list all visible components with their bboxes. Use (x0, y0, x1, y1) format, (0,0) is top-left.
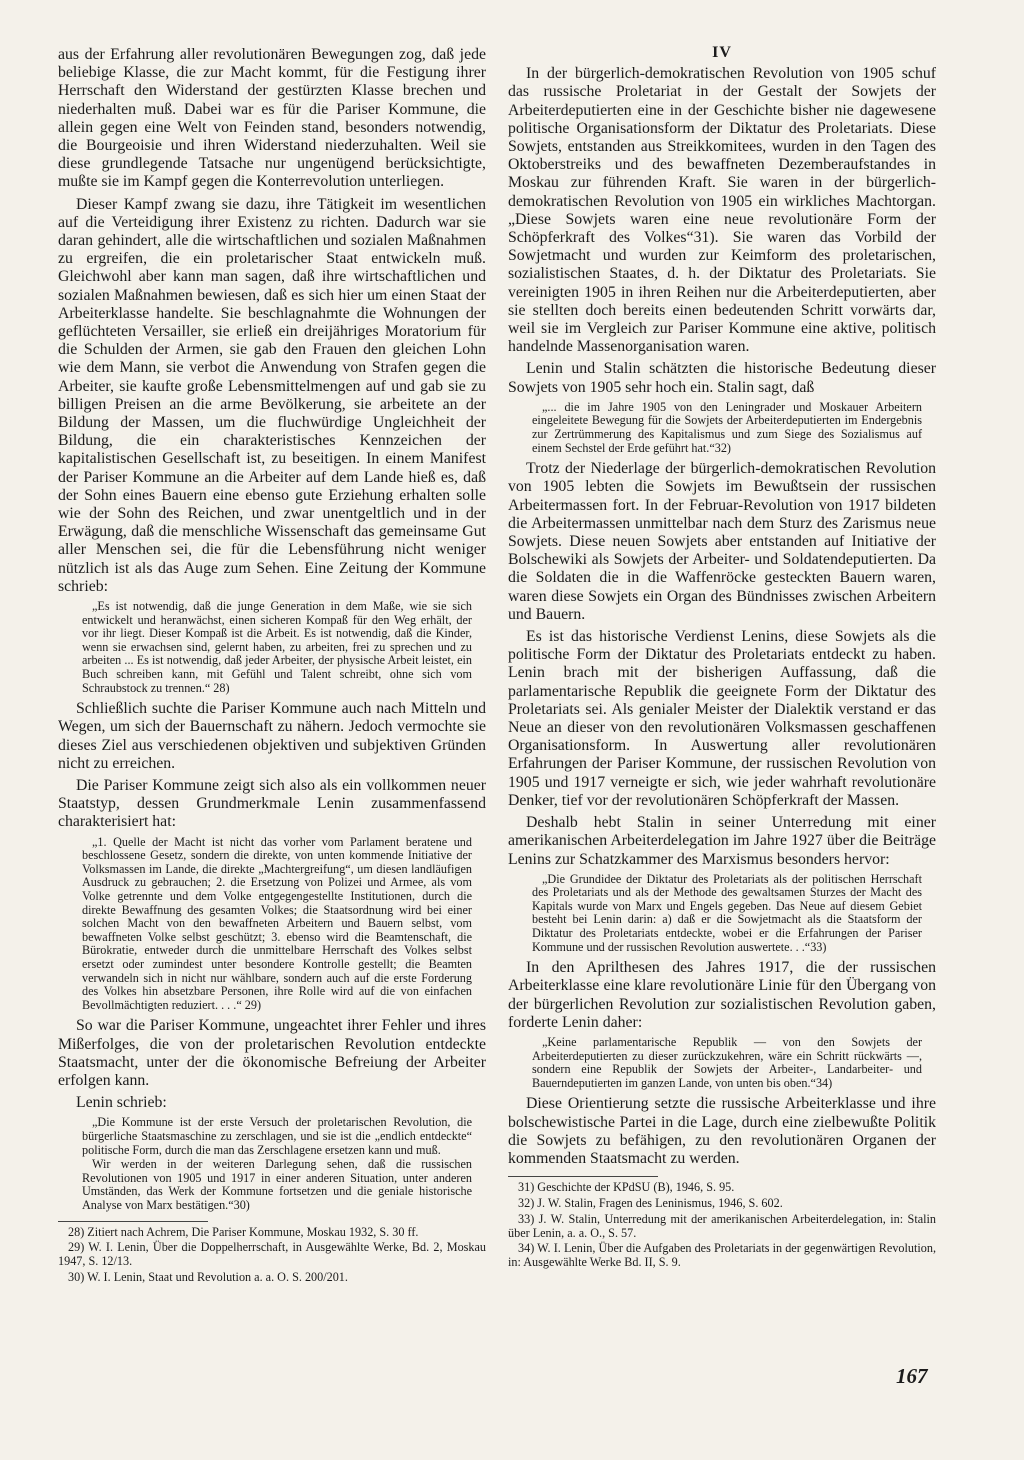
footnote: 34) W. I. Lenin, Über die Aufgaben des Proletariats in der gegenwärtigen Revolution, in: Ausgewählte Werke Bd. II, S. 9. (508, 1241, 936, 1270)
paragraph: Lenin und Stalin schätzten die historische Bedeutung dieser Sowjets von 1905 sehr hoch ein. Stalin sagt, daß (508, 360, 936, 396)
footnote: 32) J. W. Stalin, Fragen des Leninismus, 1946, S. 602. (518, 1196, 783, 1211)
section-heading: IV (712, 44, 732, 61)
quote-text: Wir werden in der weiteren Darlegung sehen, daß die russischen Revolutionen von 1905 und 1917 in einer anderen Situation, unter anderen Umständen, das Werk der Kommune fortsetzen und die geniale historische Analyse von Marx bestätigen.“30) (82, 1157, 472, 1212)
paragraph: Dieser Kampf zwang sie dazu, ihre Tätigkeit im wesentlichen auf die Verteidigung ihrer Existenz zu richten. Dadurch war sie daran gehindert, alle die wirtschaftlichen und sozialen Maßnahmen zu ergreifen, die ein proletarischer Staat entwickeln muß. Gleichwohl aber kann man sagen, daß ihre wirtschaftlichen und sozialen Maßnahmen bewiesen, daß es sich hier um einen Staat der Arbeiterklasse handelte. Sie beschlagnahmte die Wohnungen der geflüchteten Versailler, sie erließ ein dreijähriges Moratorium für die Schulden der Armen, sie gab den Frauen den gleichen Lohn wie dem Mann, sie verbot die Anwendung von Strafen gegen die Arbeiter, sie kaufte große Lebensmittelmengen auf und gab sie zu billigen Preisen an die arme Bevölkerung, sie arbeitete an der Bildung der Massen, um die fluchwürdige Ungleichheit der Bildung, die ein charakteristisches Kennzeichen der kapitalistischen Gesellschaft ist, zu beseitigen. In einem Manifest der Pariser Kommune an die Arbeiter auf dem Lande hieß es, daß der Sohn eines Bauern eine ebenso gute Erziehung erhalten solle wie der Sohn des Reichen, und zwar unentgeltlich und in der Erwägung, daß die menschliche Wissenschaft das gemeinsame Gut aller Menschen sei, die für die Lebensführung nicht weniger nützlich ist als das Auge zum Sehen. Eine Zeitung der Kommune schrieb: (58, 195, 486, 595)
block-quote (82, 600, 472, 695)
paragraph: Schließlich suchte die Pariser Kommune auch nach Mitteln und Wegen, um sich der Bauernschaft zu nähern. Jedoch vermochte sie dieses Ziel aus verschiedenen objektiven und subjektiven Gründen nicht zu erreichen. (58, 700, 486, 772)
paragraph: Diese Orientierung setzte die russische Arbeiterklasse und ihre bolschewistische Partei in die Lage, durch eine zielbewußte Politik die Sowjets zu befähigen, zu den revolutionären Organen der kommenden Staatsmacht zu werden. (508, 1095, 936, 1168)
footnote: 28) Zitiert nach Achrem, Die Pariser Kommune, Moskau 1932, S. 30 ff. (68, 1224, 419, 1239)
footnote-divider (58, 1221, 208, 1222)
quote-text: „1. Quelle der Macht ist nicht das vorher vom Parlament beratene und beschlossene Gesetz, sondern die direkte, von unten kommende Initiative der Volksmassen im Lande, die direkte „Machtergreifung“, um diesen landläufigen Ausdruck zu gebrauchen; 2. die Ersetzung von Polizei und Armee, als vom Volke getrennte und dem Volke entgegengestellte Institutionen, durch die direkte Bewaffnung des gesamten Volkes; die Staatsordnung wird bei einer solchen Macht von den bewaffneten Arbeitern und Bauern selbst, vom bewaffneten Volke selbst geschützt; 3. ebenso wird die Beamtenschaft, die Bürokratie, entweder durch die unmittelbare Herrschaft des Volkes selbst ersetzt oder zumindest unter besondere Kontrolle gestellt; die Beamten verwandeln sich in nicht nur wählbare, sondern auch auf die erste Forderung des Volkes hin absetzbare Personen, ihre Rolle wird auf die von einfachen Bevollmächtigten reduziert. . . .“ 29) (82, 834, 472, 1012)
paragraph: Trotz der Niederlage der bürgerlich-demokratischen Revolution von 1905 lebten die Sowjets im Bewußtsein der russischen Arbeitermassen fort. In der Februar-Revolution von 1917 bildeten die Arbeitermassen unmittelbar nach dem Sturz des Zarismus neue Sowjets. Diese neuen Sowjets aber entstanden auf Initiative der Bolschewiki als Sowjets der Arbeiter- und Soldatendeputierten. Da die Soldaten die in die Waffenröcke gesteckten Bauern waren, waren diese Sowjets ein Organ des Bündnisses zwischen Arbeitern und Bauern. (508, 460, 936, 623)
quote-text: „Es ist notwendig, daß die junge Generation in dem Maße, wie sie sich entwickelt und heranwächst, einen sicheren Kompaß für den Weg erhält, der vor ihr liegt. Dieser Kompaß ist die Arbeit. Es ist notwendig, daß die Kinder, wenn sie erwachsen sind, gelernt haben, zu arbeiten, frei zu sprechen und zu arbeiten ... Es ist notwendig, daß jeder Arbeiter, der physische Arbeit leistet, ein Buch schreiben kann, mit Gefühl und Talent schreibt, ohne sich vom Schraubstock zu trennen.“ 28) (82, 599, 472, 695)
block-quote (532, 1036, 922, 1090)
page-number: 167 (896, 1364, 928, 1388)
footnote: 31) Geschichte der KPdSU (B), 1946, S. 95. (518, 1180, 735, 1195)
right-column (508, 44, 936, 1272)
paragraph: In den Aprilthesen des Jahres 1917, die der russischen Arbeiterklasse eine klare revolutionäre Linie für den Übergang von der bürgerlichen Revolution zur sozialistischen Revolution gaben, forderte Lenin daher: (508, 959, 936, 1031)
paragraph: aus der Erfahrung aller revolutionären Bewegungen zog, daß jede beliebige Klasse, die zur Macht kommt, für die Festigung ihrer Herrschaft den Widerstand der gestürzten Klasse brechen und niederhalten muß. Dabei war es für die Pariser Kommune, die allein gegen eine Welt von Feinden stand, besonders notwendig, die Bourgeoisie und ihren Widerstand niederzuhalten. Weil sie diese grundlegende Tatsache nur ungenügend berücksichtigte, mußte sie im Kampf gegen die Konterrevolution unterliegen. (58, 46, 486, 191)
quote-text: „Keine parlamentarische Republik — von den Sowjets der Arbeiterdeputierten zu dieser zurückzukehren, wäre ein Schritt rückwärts —, sondern eine Republik der Sowjets der Arbeiter-, Landarbeiter- und Bauerndeputierten im ganzen Lande, von unten bis oben.“34) (532, 1035, 922, 1090)
footnote: 30) W. I. Lenin, Staat und Revolution a. a. O. S. 200/201. (68, 1269, 348, 1284)
paragraph: In der bürgerlich-demokratischen Revolution von 1905 schuf das russische Proletariat in der Gestalt der Sowjets der Arbeiterdeputierten eine in der Geschichte bisher nie dagewesene politische Organisationsform der Diktatur des Proletariats. Diese Sowjets, entstanden aus Streikkomitees, wurden in den Tagen des Oktoberstreiks und des bewaffneten Dezemberaufstandes in Moskau zur führenden Kraft. Sie waren in der bürgerlich-demokratischen Revolution von 1905 ein wirkliches Machtorgan. „Diese Sowjets waren eine neue revolutionäre Form der Schöpferkraft des Volkes“31). Sie waren das Vorbild der Sowjetmacht und wurden zur Keimform des proletarischen, sozialistischen Staates, d. h. der Diktatur des Proletariats. Sie vereinigten 1905 in ihren Reihen nur die Arbeiterdeputierten, aber sie stellten doch bereits einen bedeutenden Schritt vorwärts dar, weil sie im Vergleich zur Pariser Kommune eine aktive, politisch handelnde Massenorganisation waren. (508, 65, 936, 356)
paragraph: Die Pariser Kommune zeigt sich also als ein vollkommen neuer Staatstyp, dessen Grundmerkmale Lenin zusammenfassend charakterisiert hat: (58, 777, 486, 831)
quote-text: „... die im Jahre 1905 von den Leningrader und Moskauer Arbeitern eingeleitete Bewegung für die Sowjets der Arbeiterdeputierten im Endergebnis zur Zertrümmerung des Kapitalismus und zum Siege des Sozialismus auf einem Sechstel der Erde geführt hat.“32) (532, 399, 922, 455)
paragraph: So war die Pariser Kommune, ungeachtet ihrer Fehler und ihres Mißerfolges, die von der proletarischen Revolution entdeckte Staatsmacht, unter der die ökonomische Befreiung der Arbeiter erfolgen kann. (58, 1017, 486, 1089)
block-quote (82, 1116, 472, 1212)
footnote-divider (508, 1176, 658, 1177)
block-quote (82, 836, 472, 1013)
block-quote (532, 873, 922, 955)
footnote: 33) J. W. Stalin, Unterredung mit der amerikanischen Arbeiterdelegation, in: Stalin über Lenin, a. a. O., S. 57. (508, 1211, 936, 1240)
paragraph: Lenin schrieb: (76, 1094, 167, 1112)
footnote: 29) W. I. Lenin, Über die Doppelherrschaft, in Ausgewählte Werke, Bd. 2, Moskau 1947, S. 12/13. (58, 1240, 486, 1269)
paragraph: Es ist das historische Verdienst Lenins, diese Sowjets als die politische Form der Diktatur des Proletariats entdeckt zu haben. Lenin brach mit der bisherigen Auffassung, daß die parlamentarische Republik die geeignete Form der Diktatur des Proletariats sei. Als genialer Meister der Dialektik verstand er das Neue an dieser von den revolutionären Volksmassen geschaffenen Organisationsform. In Auswertung aller revolutionären Erfahrungen der Pariser Kommune, der russischen Revolution von 1905 und 1917 verneigte er sich, wie jeder wahrhaft revolutionäre Denker, tief vor der revolutionären Schöpferkraft der Massen. (508, 628, 936, 809)
left-column (58, 46, 486, 1287)
quote-text: „Die Grundidee der Diktatur des Proletariats als der politischen Herrschaft des Proletariats und als der Methode des gewaltsamen Sturzes der Macht des Kapitals wurde von Marx und Engels gegeben. Das Neue auf diesem Gebiet besteht bei Lenin darin: a) daß er die Sowjetmacht als die Staatsform der Diktatur des Proletariats entdeckte, wobei er die Erfahrungen der Pariser Kommune und der russischen Revolution auswertete. . .“33) (532, 871, 922, 954)
paragraph: Deshalb hebt Stalin in seiner Unterredung mit einer amerikanischen Arbeiterdelegation im Jahre 1927 über die Beiträge Lenins zur Schatzkammer des Marxismus besonders hervor: (508, 814, 936, 868)
block-quote (532, 401, 922, 455)
quote-text: „Die Kommune ist der erste Versuch der proletarischen Revolution, die bürgerliche Staatsmaschine zu zerschlagen, und sie ist die „endlich entdeckte“ politische Form, durch die man das Zerschlagene ersetzen kann und muß. (82, 1115, 472, 1157)
